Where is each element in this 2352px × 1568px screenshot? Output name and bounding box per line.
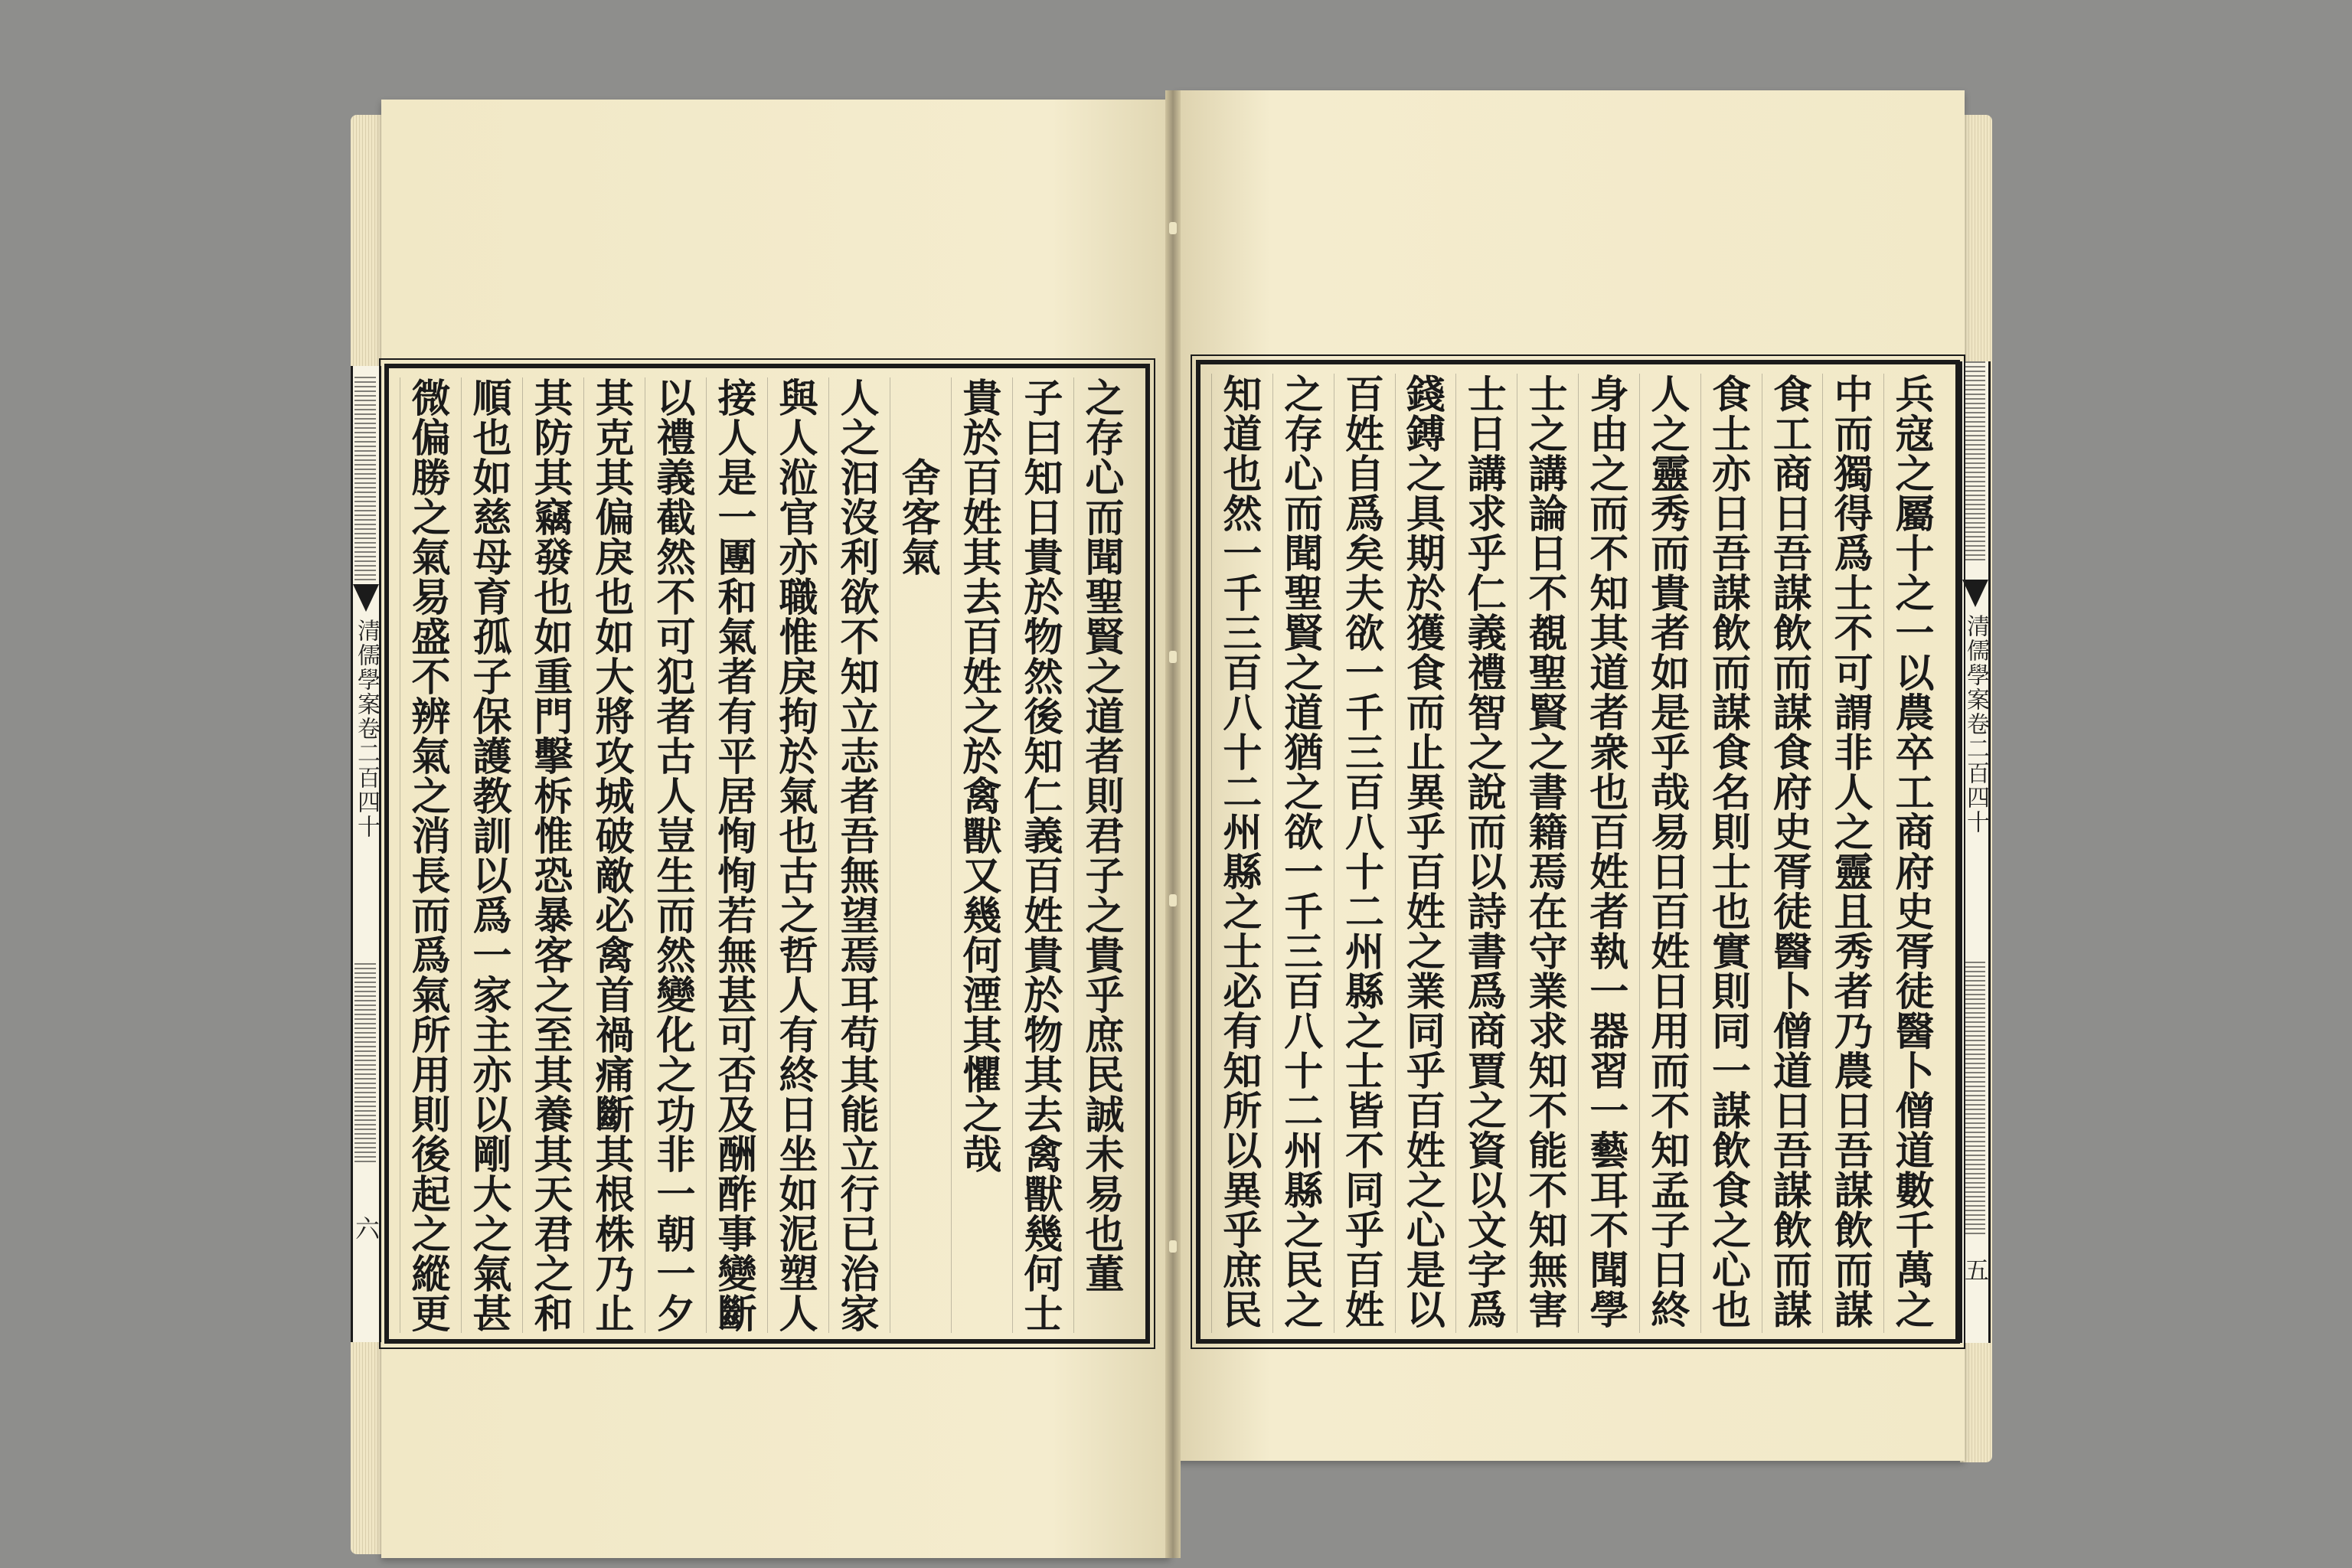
text-column: 身由之而不知其道者衆也百姓者執一器習一藝耳不聞學 xyxy=(1578,374,1639,1333)
leaf-number: 六 xyxy=(351,1216,381,1240)
left-fore-edge xyxy=(351,366,381,1342)
right-fore-edge xyxy=(1960,361,1991,1343)
binding-stitch xyxy=(1169,651,1177,663)
right-text-frame xyxy=(1196,360,1960,1344)
text-column: 食工商日吾謀飲而謀食府史胥徒醫卜僧道日吾謀飲而謀 xyxy=(1762,374,1823,1333)
text-column: 士日講求乎仁義禮智之說而以詩書爲商賈之資以文字爲 xyxy=(1455,374,1517,1333)
binding-gutter xyxy=(1165,90,1181,1558)
leaf-number: 五 xyxy=(1961,1257,1990,1282)
text-column: 士之講論日不覩聖賢之書籍焉在守業求知不能不知無害 xyxy=(1517,374,1578,1333)
text-column: 順也如慈母育孤子保護教訓以爲一家主亦以剛大之氣甚 xyxy=(461,377,522,1333)
text-column: 知道也然一千三百八十二州縣之士必有知所以異乎庶民 xyxy=(1211,374,1272,1333)
text-column: 中而獨得爲士不可謂非人之靈且秀者乃農日吾謀飲而謀 xyxy=(1822,374,1883,1333)
text-column: 貴於百姓其去百姓之於禽獸又幾何湮其懼之哉 xyxy=(951,377,1012,1333)
fore-edge-title: 清儒學案卷二百四十 xyxy=(1962,614,1989,835)
section-heading: 舍客氣 xyxy=(890,377,951,1333)
text-column: 與人涖官亦職惟戾拘於氣也古之哲人有終日坐如泥塑人 xyxy=(767,377,828,1333)
binding-stitch xyxy=(1169,894,1177,906)
fore-edge-title: 清儒學案卷二百四十 xyxy=(353,619,380,839)
fore-edge-ink-smudge xyxy=(1964,959,1985,1234)
text-column: 以禮義截然不可犯者古人豈生而然變化之功非一朝一夕 xyxy=(645,377,706,1333)
left-text-frame xyxy=(384,364,1150,1344)
right-text-columns xyxy=(1200,364,1955,1339)
text-column: 人之汩沒利欲不知立志者吾無望焉耳苟其能立行已治家 xyxy=(828,377,890,1333)
text-column: 其克其偏戾也如大將攻城破敵必禽首禍痛斷其根株乃止 xyxy=(583,377,645,1333)
text-column: 子曰知日貴於物然後知仁義百姓貴於物其去禽獸幾何士 xyxy=(1012,377,1073,1333)
fish-tail-mark-icon xyxy=(353,584,379,612)
text-column: 人之靈秀而貴者如是乎哉易日百姓日用而不知孟子日終 xyxy=(1639,374,1700,1333)
text-column: 食士亦日吾謀飲而謀食名則士也實則同一謀飲食之心也 xyxy=(1700,374,1762,1333)
fore-edge-ink-smudge xyxy=(354,963,376,1162)
text-column: 微偏勝之氣易盛不辨氣之消長而爲氣所用則後起之縱更 xyxy=(400,377,461,1333)
text-column: 錢鎛之具期於獲食而止異乎百姓之業同乎百姓之心是以 xyxy=(1395,374,1456,1333)
text-column: 接人是一團和氣者有平居恂恂若無甚可否及酬酢事變斷 xyxy=(706,377,767,1333)
fore-edge-ink-smudge xyxy=(1964,361,1985,560)
left-text-columns xyxy=(389,368,1145,1339)
text-column: 百姓自爲矣夫欲一千三百八十二州縣之士皆不同乎百姓 xyxy=(1334,374,1395,1333)
binding-stitch xyxy=(1169,222,1177,234)
text-column: 兵寇之屬十之一以農卒工商府史胥徒醫卜僧道數千萬之 xyxy=(1883,374,1945,1333)
fore-edge-ink-smudge xyxy=(354,374,376,580)
fish-tail-mark-icon xyxy=(1962,580,1988,607)
text-column: 之存心而聞聖賢之道猶之欲一千三百八十二州縣之民之 xyxy=(1272,374,1334,1333)
binding-stitch xyxy=(1169,1240,1177,1253)
text-column: 之存心而聞聖賢之道者則君子之貴乎庶民誠未易也董 xyxy=(1073,377,1135,1333)
text-column: 其防其竊發也如重門擊柝惟恐暴客之至其養其天君之和 xyxy=(522,377,583,1333)
